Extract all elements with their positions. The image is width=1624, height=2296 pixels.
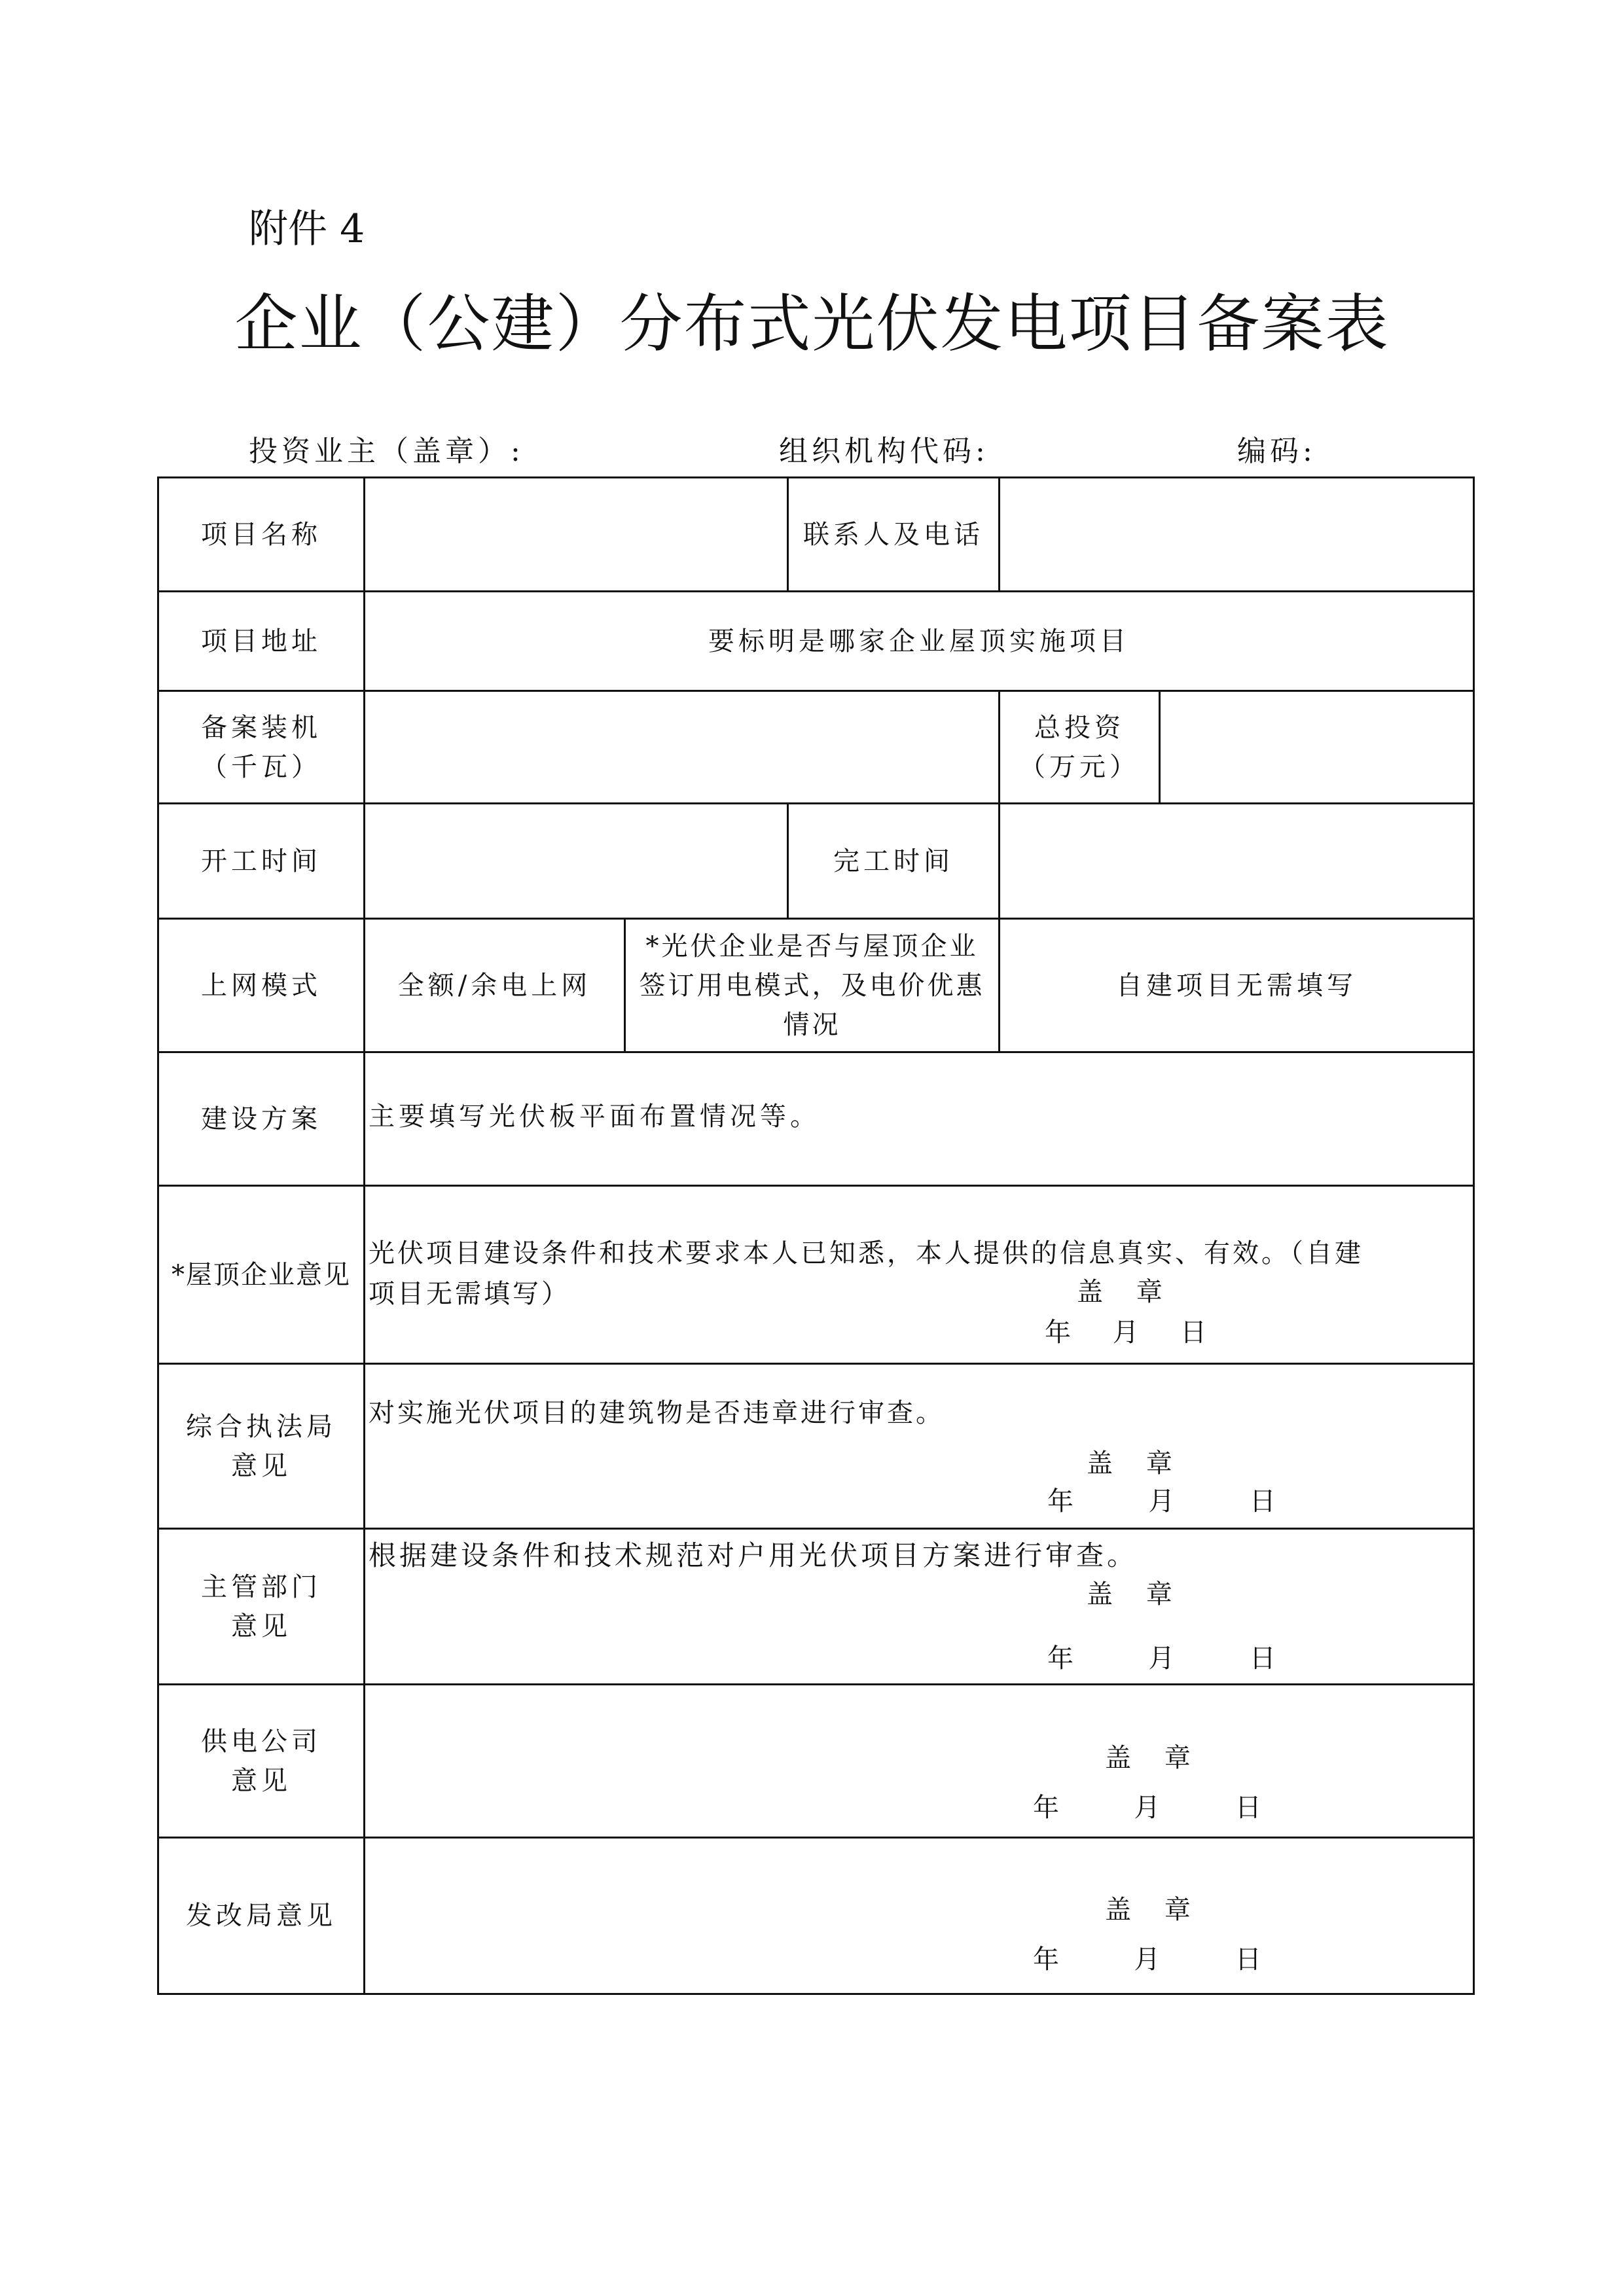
finish-time-label: 完工时间 — [833, 846, 954, 876]
owner-seal-label: 投资业主（盖章）: — [249, 435, 524, 468]
contact-phone-label: 联系人及电话 — [803, 519, 984, 550]
ndrc-opinion-label: 发改局意见 — [186, 1901, 336, 1931]
roof-owner-statement: 光伏项目建设条件和技术要求本人已知悉，本人提供的信息真实、有效。（自建 项目无需填写） — [369, 1238, 1363, 1309]
roof-owner-opinion-label: *屋顶企业意见 — [171, 1259, 351, 1290]
number-label: 编码: — [1237, 435, 1316, 468]
enforcement-opinion-text: 对实施光伏项目的建筑物是否违章进行审查。 — [369, 1398, 945, 1428]
authority-opinion-label: 主管部门 意见 — [201, 1571, 321, 1641]
project-address-hint: 要标明是哪家企业屋顶实施项目 — [708, 626, 1130, 656]
table-rule — [1159, 690, 1161, 802]
authority-date: 年 月 日 — [1047, 1643, 1276, 1674]
grid-mode-label: 上网模式 — [201, 970, 321, 1001]
authority-seal: 盖 章 — [1087, 1579, 1172, 1609]
roof-owner-date: 年 月 日 — [1045, 1318, 1207, 1348]
power-company-opinion-label: 供电公司 意见 — [201, 1726, 321, 1796]
enforcement-date: 年 月 日 — [1047, 1486, 1276, 1516]
construction-plan-label: 建设方案 — [201, 1103, 321, 1134]
grid-mode-value: 全额/余电上网 — [397, 970, 592, 1001]
roof-owner-seal: 盖 章 — [1077, 1277, 1163, 1307]
form-title: 企业（公建）分布式光伏发电项目备案表 — [234, 287, 1390, 361]
ndrc-seal: 盖 章 — [1105, 1895, 1191, 1925]
table-rule — [998, 802, 1000, 918]
start-time-label: 开工时间 — [201, 846, 321, 876]
capacity-label: 备案装机 （千瓦） — [201, 712, 321, 782]
power-company-date: 年 月 日 — [1033, 1793, 1261, 1823]
enforcement-seal: 盖 章 — [1087, 1448, 1172, 1479]
attachment-label: 附件 4 — [249, 206, 365, 252]
pricing-agreement-answer: 自建项目无需填写 — [1116, 970, 1357, 1001]
project-name-label: 项目名称 — [201, 519, 321, 550]
table-rule — [363, 476, 365, 1995]
project-address-label: 项目地址 — [201, 626, 321, 656]
ndrc-date: 年 月 日 — [1033, 1945, 1261, 1975]
construction-plan-hint: 主要填写光伏板平面布置情况等。 — [369, 1102, 820, 1132]
total-investment-label: 总投资 （万元） — [1019, 712, 1140, 782]
enforcement-opinion-label: 综合执法局 意见 — [186, 1411, 336, 1481]
power-company-seal: 盖 章 — [1105, 1743, 1191, 1773]
table-rule — [998, 476, 1000, 590]
pricing-agreement-question: *光伏企业是否与屋顶企业 签订用电模式，及电价优惠 情况 — [639, 931, 985, 1040]
org-code-label: 组织机构代码: — [779, 435, 989, 468]
authority-opinion-text: 根据建设条件和技术规范对户用光伏项目方案进行审查。 — [369, 1539, 1138, 1571]
